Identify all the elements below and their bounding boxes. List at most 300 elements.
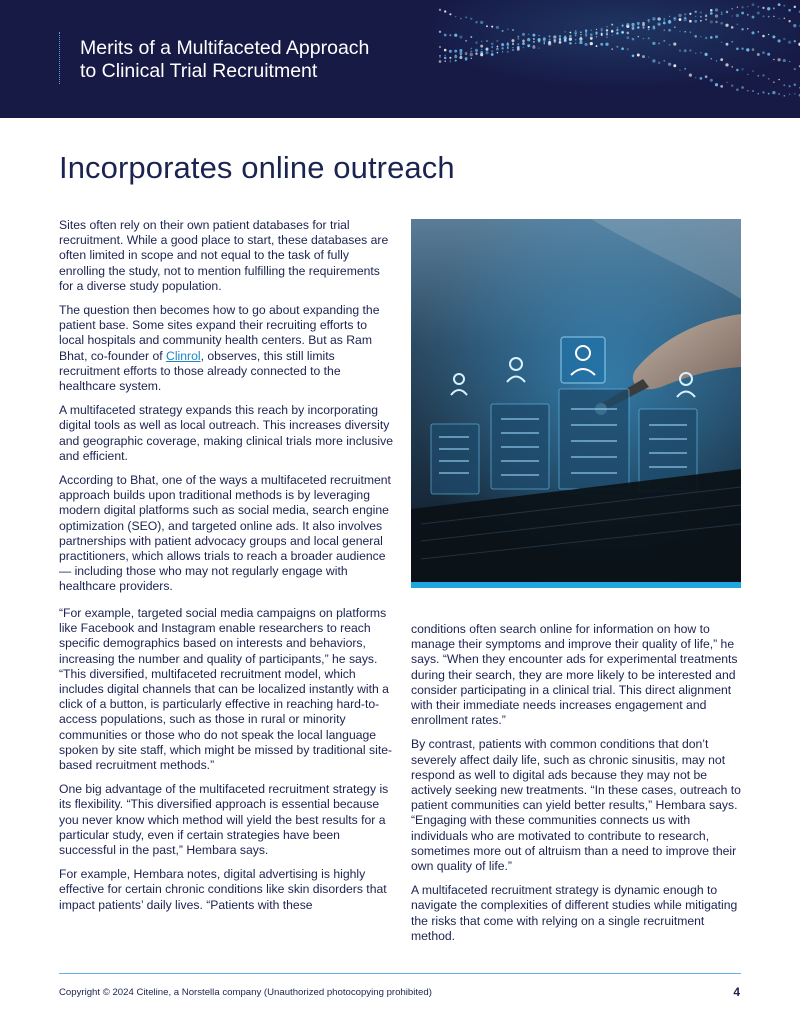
wave-dot <box>778 18 779 19</box>
paragraph-with-link <box>59 303 394 394</box>
wave-dot <box>720 58 723 61</box>
wave-dot <box>737 24 739 26</box>
wave-dot <box>752 16 755 19</box>
copyright-notice: Copyright © 2024 Citeline, a Norstella company (Unauthorized photocopying prohibited) <box>59 987 432 998</box>
wave-dot <box>595 32 597 34</box>
wave-dot <box>491 53 494 56</box>
wave-dot <box>648 57 649 58</box>
clinrol-link[interactable]: Clinrol <box>166 348 201 363</box>
wave-dot <box>470 36 472 38</box>
wave-dot <box>741 6 743 8</box>
wave-dot <box>721 13 723 15</box>
wave-dot <box>788 9 791 12</box>
wave-dot <box>559 41 562 44</box>
wave-dot <box>778 39 781 42</box>
wave-dot <box>465 17 466 18</box>
wave-dot <box>606 36 608 38</box>
wave-dot <box>752 90 754 92</box>
wave-dot <box>517 48 520 51</box>
wave-dot <box>523 47 525 49</box>
wave-dot <box>549 39 551 41</box>
wave-dot <box>617 27 619 29</box>
wave-dot <box>663 19 665 21</box>
wave-dot <box>663 40 665 42</box>
wave-dot <box>565 31 566 32</box>
wave-dot <box>454 50 457 53</box>
left-column-top <box>59 218 394 604</box>
wave-dot <box>454 34 457 37</box>
wave-dot <box>648 28 650 30</box>
wave-dot <box>445 61 446 62</box>
wave-dot <box>794 93 796 95</box>
wave-dot <box>757 75 759 77</box>
wave-dot <box>652 42 655 45</box>
wave-dot <box>757 6 759 8</box>
wave-dot <box>532 34 535 37</box>
wave-dot <box>585 43 588 46</box>
wave-dot <box>507 51 509 53</box>
wave-dot <box>684 18 687 21</box>
wave-dot <box>616 32 618 34</box>
wave-dot <box>591 30 593 32</box>
wave-dot <box>585 33 587 35</box>
wave-dot <box>600 43 603 46</box>
wave-dot <box>747 90 748 91</box>
wave-dot <box>491 46 493 48</box>
wave-dot <box>741 86 744 89</box>
wave-dot <box>705 37 707 39</box>
wave-dot <box>773 59 775 61</box>
wave-dot <box>569 38 572 41</box>
wave-dot <box>575 43 576 44</box>
wave-dot <box>705 75 708 78</box>
wave-dot <box>695 53 696 54</box>
wave-dot <box>600 28 603 31</box>
wave-dot <box>486 40 488 42</box>
wave-dot <box>439 31 441 33</box>
wave-dot <box>480 21 483 24</box>
wave-dot <box>470 53 473 56</box>
wave-dot <box>793 24 796 27</box>
wave-dot <box>481 49 483 51</box>
wave-dot <box>673 17 676 20</box>
wave-dot <box>528 33 530 35</box>
wave-dot <box>648 22 649 23</box>
wave-dot <box>789 61 791 63</box>
wave-dot <box>762 74 764 76</box>
wave-dot <box>715 21 717 23</box>
wave-dot <box>694 11 696 13</box>
wave-dot <box>543 37 546 40</box>
wave-dot <box>737 6 738 7</box>
wave-dot <box>575 35 577 37</box>
wave-dot <box>731 84 733 86</box>
wave-dot <box>768 93 770 95</box>
wave-dot <box>439 46 441 48</box>
wave-dot <box>627 32 630 35</box>
wave-dot <box>684 68 686 70</box>
wave-dot <box>585 29 587 31</box>
wave-dot <box>736 88 739 91</box>
wave-dot <box>480 53 483 56</box>
wave-dot <box>622 32 624 34</box>
wave-dot <box>653 19 654 20</box>
wave-dot <box>611 48 613 50</box>
page-number: 4 <box>733 985 740 999</box>
wave-dot <box>710 12 713 15</box>
header-title-line-2: to Clinical Trial Recruitment <box>80 60 318 82</box>
wave-dot <box>502 30 504 32</box>
wave-dot <box>459 52 462 55</box>
wave-dot <box>788 85 790 87</box>
wave-dot <box>450 60 451 61</box>
wave-dot <box>642 55 645 58</box>
wave-dot <box>742 68 744 70</box>
wave-dot <box>711 58 712 59</box>
wave-dot <box>762 7 764 9</box>
wave-dot <box>601 34 603 36</box>
wave-dot <box>690 31 691 32</box>
wave-dot <box>689 13 691 15</box>
paragraph: According to Bhat, one of the ways a multifaceted recruitment approach builds upon traditional methods is by leveraging modern digital platforms such as social media, search engine optimization (SEO), and targeted online ads. It also involves partnerships with patient advocacy groups and local general practitioners, which allows trials to reach a broader audience — including those who may not regularly engage with healthcare providers. <box>59 473 391 594</box>
wave-dot <box>501 47 503 49</box>
footer-divider <box>59 973 741 974</box>
wave-dot <box>486 47 489 50</box>
wave-dot <box>522 33 525 36</box>
wave-dot <box>580 39 582 41</box>
wave-dot <box>548 41 550 43</box>
wave-dot <box>449 34 451 36</box>
paragraph: Sites often rely on their own patient databases for trial recruitment. While a good place to start, these databases are often limited in scope and not equal to the task of fully enrolling the study, not to mention fulfilling the requirements for a diverse study population. <box>59 218 389 293</box>
wave-dot <box>684 31 686 33</box>
wave-dot <box>705 14 706 15</box>
wave-dot <box>570 35 571 36</box>
wave-dot <box>767 7 770 10</box>
wave-dot <box>554 36 555 37</box>
wave-dot <box>700 77 703 80</box>
wave-dot <box>475 52 478 55</box>
wave-dot <box>700 36 701 37</box>
wave-dot <box>532 46 535 49</box>
wave-dot <box>538 35 539 36</box>
wave-dot <box>736 14 739 17</box>
wave-dot <box>679 31 680 32</box>
wave-dot <box>475 41 478 44</box>
wave-dot <box>439 55 441 57</box>
wave-dot <box>632 38 635 41</box>
photo-accent-bar <box>411 582 741 588</box>
header-title-line-1: Merits of a Multifaceted Approach <box>80 37 370 59</box>
wave-dot <box>652 27 655 30</box>
wave-dot <box>736 69 739 72</box>
wave-dot <box>762 35 765 38</box>
wave-dot <box>549 35 551 37</box>
wave-dot <box>580 36 582 38</box>
wave-dot <box>747 74 748 75</box>
wave-dot <box>768 78 770 80</box>
wave-dot <box>778 93 780 95</box>
wave-dot <box>720 22 723 25</box>
wave-dot <box>455 60 457 62</box>
wave-dot <box>596 36 597 37</box>
wave-dot <box>673 64 676 67</box>
wave-dot <box>439 60 442 63</box>
header-divider <box>59 32 60 84</box>
left-column-bottom <box>59 606 394 922</box>
wave-dot <box>449 57 451 59</box>
wave-dot <box>648 37 650 39</box>
wave-dot <box>544 42 545 43</box>
right-column <box>411 622 743 953</box>
wave-dot <box>652 59 655 62</box>
wave-dot <box>507 29 509 31</box>
wave-dot <box>632 54 635 57</box>
wave-dot <box>647 19 650 22</box>
wave-dot <box>631 23 634 26</box>
wave-dot <box>710 79 713 82</box>
wave-dot <box>762 51 765 54</box>
wave-dot <box>497 52 499 54</box>
wave-dot <box>658 62 661 65</box>
wave-dot <box>752 48 755 51</box>
wave-dot <box>460 18 462 20</box>
wave-dot <box>449 50 452 53</box>
wave-dot <box>700 16 702 18</box>
wave-dot <box>459 49 462 52</box>
wave-dot <box>767 53 770 56</box>
wave-dot <box>689 49 691 51</box>
wave-dot <box>621 47 624 50</box>
wave-dot <box>591 34 593 36</box>
wave-dot <box>455 16 456 17</box>
wave-dot <box>450 61 452 63</box>
wave-dot <box>491 26 493 28</box>
wave-dot <box>626 36 629 39</box>
paragraph: conditions often search online for information on how to manage their symptoms and improve their quality of life,” he says. “When they encounter ads for experimental treatments during their search, they are more likely to be interested and consider participating in a clinical trial. This direct alignment with their immediate needs increases engagement and enrollment rates.” <box>411 622 738 728</box>
wave-dot <box>471 58 472 59</box>
wave-dot <box>725 24 728 27</box>
wave-dot <box>658 24 659 25</box>
wave-dot <box>606 32 608 34</box>
wave-dot <box>668 63 671 66</box>
wave-dot <box>528 45 530 47</box>
paragraph: By contrast, patients with common conditions that don’t severely affect daily life, such as chronic sinusitis, may not respond as well to digital ads because they may not be actively seeking new treatments. “In these cases, outreach to patient communities can yield better results,” Hembara says. “Engaging with these communities connects us with individuals who are motivated to contribute to research, sometimes more out of altruism than a need to improve their own quality of life.” <box>411 737 741 874</box>
wave-dot <box>752 3 755 6</box>
wave-dot <box>517 43 519 45</box>
wave-dot <box>705 19 707 21</box>
wave-dot <box>512 29 514 31</box>
wave-dot <box>559 35 561 37</box>
wave-dot <box>757 53 760 56</box>
wave-dot <box>700 20 702 22</box>
article-photo <box>411 219 741 582</box>
wave-dot <box>554 38 555 39</box>
wave-dot <box>731 66 732 67</box>
wave-dot <box>444 49 447 52</box>
wave-dot <box>668 29 671 32</box>
wave-dot <box>751 31 754 34</box>
wave-dot <box>695 77 696 78</box>
wave-dot <box>449 13 451 15</box>
wave-dot <box>689 74 692 77</box>
wave-dot <box>533 38 535 40</box>
wave-dot <box>710 9 713 12</box>
wave-dot <box>694 35 697 38</box>
wave-dot <box>627 48 629 50</box>
paragraph: A multifaceted recruitment strategy is dynamic enough to navigate the complexities of different studies while mitigating the risks that come with relying on a single recruitment method. <box>411 883 738 943</box>
wave-dot <box>559 38 561 40</box>
wave-dot <box>700 11 702 13</box>
wave-dot <box>679 50 681 52</box>
wave-dot <box>679 18 682 21</box>
wave-dot <box>491 42 494 45</box>
wave-dot <box>606 29 608 31</box>
paragraph: A multifaceted strategy expands this reach by incorporating digital tools as well as local outreach. This increases diversity and geographic coverage, making clinical trials more inclusive and efficient. <box>59 403 393 463</box>
wave-dot <box>768 16 770 18</box>
wave-dot <box>580 31 582 33</box>
wave-dot <box>579 41 582 44</box>
wave-dot <box>612 35 613 36</box>
wave-dot <box>574 32 577 35</box>
wave-dot <box>643 26 645 28</box>
wave-dot <box>497 48 499 50</box>
wave-dot <box>783 5 785 7</box>
wave-dot <box>704 53 707 56</box>
wave-dot <box>471 48 473 50</box>
wave-dot <box>794 40 796 42</box>
wave-dot <box>794 68 796 70</box>
wave-dot <box>752 70 754 72</box>
wave-dot <box>596 45 598 47</box>
wave-dot <box>695 16 697 18</box>
wave-dot <box>784 18 786 20</box>
wave-dot <box>778 3 781 6</box>
page-header <box>0 0 800 118</box>
wave-dot <box>496 26 499 29</box>
wave-dot <box>669 20 671 22</box>
wave-dot <box>580 34 582 36</box>
wave-dot <box>570 32 572 34</box>
wave-dot <box>496 40 498 42</box>
wave-dot <box>757 31 759 33</box>
wave-dot <box>470 50 472 52</box>
wave-dot <box>725 63 728 66</box>
wave-dot <box>502 51 503 52</box>
wave-dot <box>794 83 796 85</box>
paragraph: One big advantage of the multifaceted recruitment strategy is its flexibility. “This diversified approach is essential because you never know which method will yield the best results for a particular study, even if certain strategies have been successful in the past,” Hembara says. <box>59 782 389 858</box>
wave-dot <box>789 94 790 95</box>
wave-dot <box>746 48 749 51</box>
wave-dot <box>772 91 775 94</box>
wave-dot <box>444 34 447 37</box>
wave-dot <box>590 37 593 40</box>
wave-dot <box>632 28 634 30</box>
wave-dot <box>507 46 509 48</box>
wave-dot <box>590 42 593 45</box>
wave-dot <box>480 45 483 48</box>
wave-dot <box>637 54 640 57</box>
wave-dot <box>622 24 624 26</box>
wave-dot <box>715 35 718 38</box>
wave-dot <box>679 70 680 71</box>
wave-dot <box>658 18 660 20</box>
wave-dot <box>648 26 650 28</box>
wave-dot <box>732 15 733 16</box>
wave-dot <box>570 42 572 44</box>
wave-dot <box>663 60 665 62</box>
wave-dot <box>694 20 697 23</box>
wave-dot <box>736 47 739 50</box>
wave-dot <box>747 28 748 29</box>
wave-dot <box>643 38 644 39</box>
wave-dot <box>773 82 774 83</box>
wave-dot <box>596 29 597 30</box>
wave-dot <box>517 38 519 40</box>
wave-dot <box>481 41 483 43</box>
wave-dot <box>757 12 760 15</box>
wave-dot <box>720 85 723 88</box>
wave-dot <box>731 41 733 43</box>
wave-dot <box>611 30 613 32</box>
wave-dot <box>444 57 446 59</box>
wave-dot <box>784 95 786 97</box>
wave-dot <box>465 57 468 60</box>
wave-dot <box>731 8 733 10</box>
wave-dot <box>517 36 519 38</box>
wave-dot <box>512 39 515 42</box>
wave-dot <box>715 83 718 86</box>
wave-dot <box>575 39 577 41</box>
wave-dot <box>778 79 779 80</box>
section-title: Incorporates online outreach <box>59 150 455 185</box>
wave-dot <box>747 6 749 8</box>
wave-dot <box>538 47 539 48</box>
wave-dot <box>663 18 665 20</box>
wave-dot <box>459 35 462 38</box>
wave-dot <box>465 40 467 42</box>
wave-dot <box>788 20 790 22</box>
wave-dot <box>678 14 681 17</box>
wave-dot <box>611 24 613 26</box>
wave-dot <box>762 15 764 17</box>
wave-dot <box>497 46 499 48</box>
wave-dot <box>783 84 785 86</box>
wave-dot <box>710 20 713 23</box>
wave-dot <box>564 35 566 37</box>
wave-dot <box>454 55 457 58</box>
wave-dot <box>528 38 529 39</box>
wave-dot <box>444 10 446 12</box>
wave-dot <box>783 59 786 62</box>
wave-dot <box>564 39 566 41</box>
wave-dot <box>491 50 493 52</box>
wave-dot <box>638 24 639 25</box>
wave-dot <box>726 82 728 84</box>
wave-dot <box>773 7 775 9</box>
wave-dot <box>715 14 718 17</box>
wave-dot <box>768 34 769 35</box>
wave-dot <box>726 43 729 46</box>
wave-dot <box>664 29 665 30</box>
wave-dot <box>716 60 717 61</box>
wave-dot <box>741 12 744 15</box>
wave-dot <box>773 16 775 18</box>
wave-dot <box>486 25 488 27</box>
wave-dot <box>626 23 629 26</box>
wave-dot <box>783 38 785 40</box>
wave-dot <box>731 26 734 29</box>
wave-dot <box>459 56 462 59</box>
